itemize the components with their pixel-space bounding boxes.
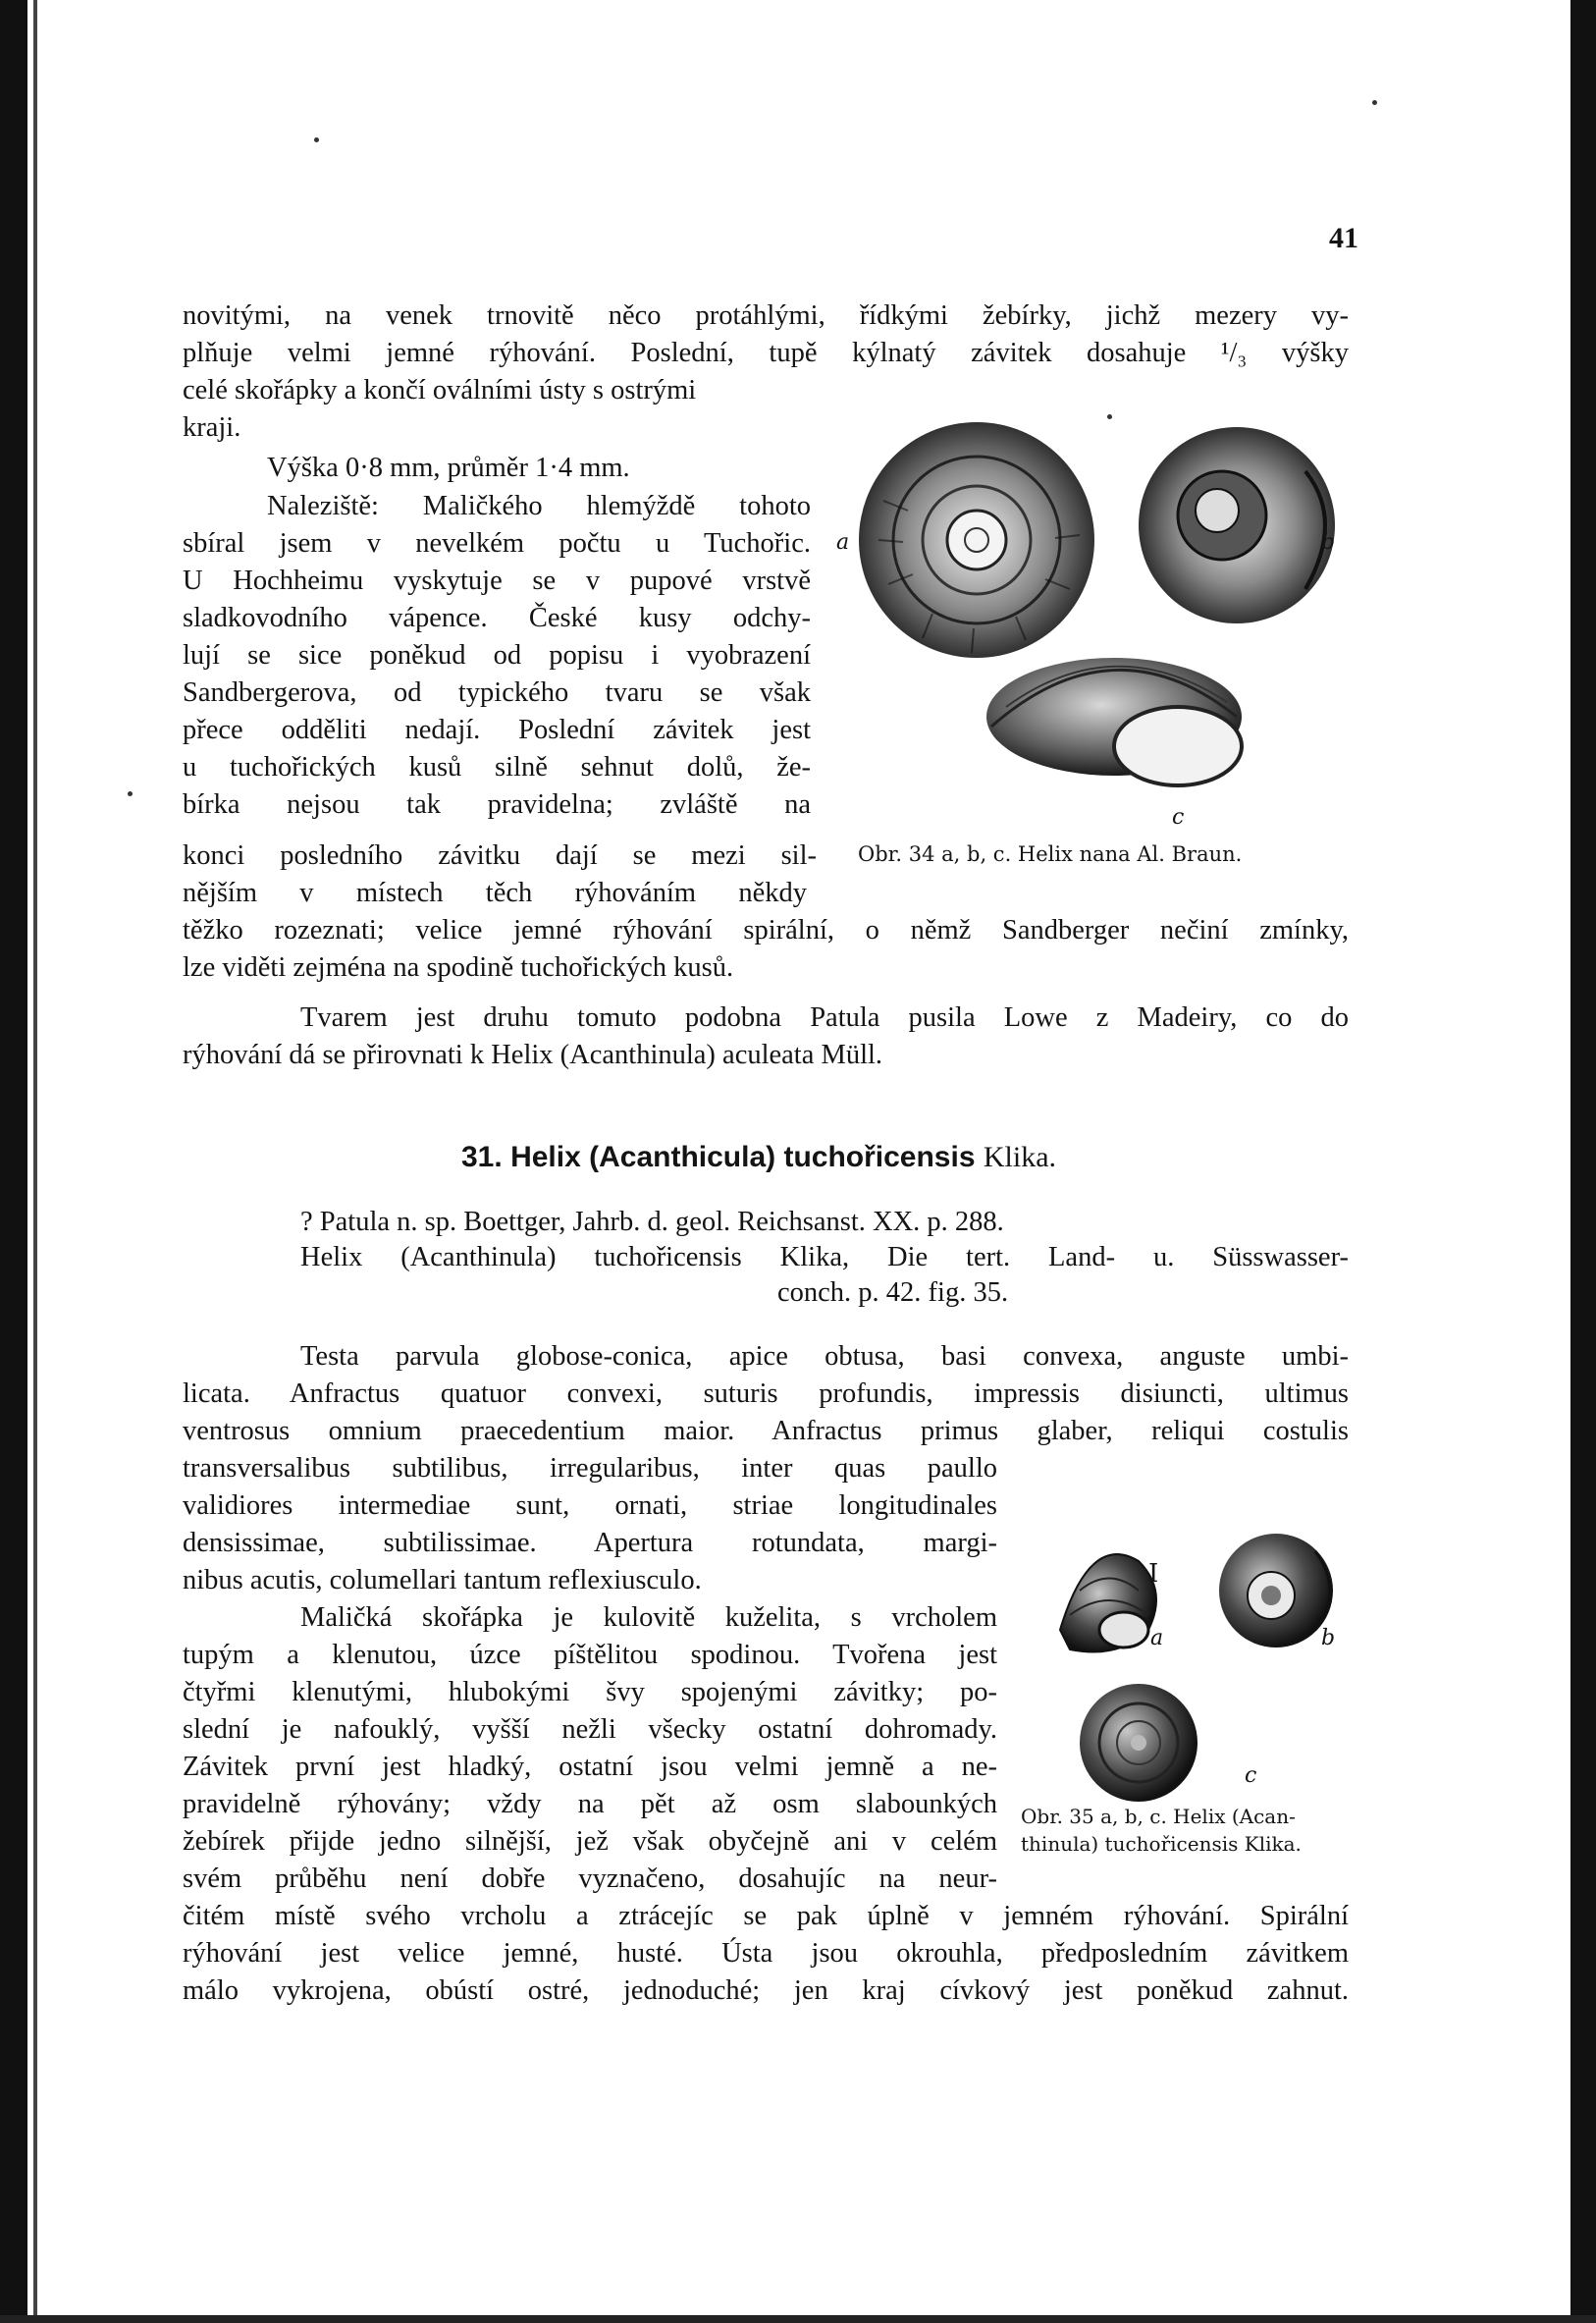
fig35-caption-line2: thinula) tuchořicensis Klika.: [1021, 1832, 1302, 1856]
text-line: rýhování jest velice jemné, husté. Ústa jsou okrouhla, předposledním závitkem: [183, 1938, 1349, 1969]
text-line: validiores intermediae sunt, ornati, striae longitudinales: [183, 1490, 997, 1521]
dust-speck: [1372, 100, 1377, 105]
text-line: Tvarem jest druhu tomuto podobna Patula pusila Lowe z Madeiry, co do: [300, 1002, 1349, 1033]
section-title: Helix (Acanthicula) tuchořicensis: [510, 1141, 976, 1173]
dust-speck: [314, 137, 319, 142]
synonym-line: conch. p. 42. fig. 35.: [777, 1277, 1009, 1308]
text-line: svém průběhu není dobře vyznačeno, dosahujíc na neur-: [183, 1864, 997, 1894]
text-line: Naleziště: Maličkého hlemýždě tohoto: [267, 491, 811, 521]
text-line: pravidelně rýhovány; vždy na pět až osm slabounkých: [183, 1789, 997, 1819]
text-line: žebírek přijde jedno silnější, jež však obyčejně ani v celém: [183, 1826, 997, 1857]
fig35-illustration: [1031, 1522, 1345, 1816]
fig35-roman-numeral: I: [1148, 1559, 1159, 1589]
text-line: u tuchořických kusů silně sehnut dolů, že-: [183, 752, 811, 783]
shell-view-c: [1080, 1684, 1197, 1802]
text-line: transversalibus subtilibus, irregularibus, inter quas paullo: [183, 1453, 997, 1484]
text-line: přece odděliti nedají. Poslední závitek jest: [183, 715, 811, 745]
fig35-caption-line1: Obr. 35 a, b, c. Helix (Acan-: [1021, 1805, 1296, 1828]
fig34-label-a: a: [836, 530, 850, 555]
text-line: licata. Anfractus quatuor convexi, suturis profundis, impressis disiuncti, ultimus: [183, 1378, 1349, 1409]
text-line: densissimae, subtilissimae. Apertura rotundata, margi-: [183, 1528, 997, 1558]
text-line: tupým a klenutou, úzce píštělitou spodinou. Tvořena jest: [183, 1640, 997, 1670]
text-line: lují se sice poněkud od popisu i vyobrazení: [183, 640, 811, 671]
text-line: čitém místě svého vrcholu a ztrácejíc se pak úplně v jemném rýhování. Spirální: [183, 1901, 1349, 1931]
scan-edge-inner: [33, 0, 37, 2323]
dust-speck: [128, 791, 133, 796]
text-line: málo vykrojena, obústí ostré, jednoduché; jen kraj cívkový jest poněkud zahnut.: [183, 1975, 1349, 2006]
section-author: Klika.: [983, 1141, 1057, 1173]
text-line: novitými, na venek trnovitě něco protáhlými, řídkými žebírky, jichž mezery vy-: [183, 300, 1349, 331]
text-line: bírka nejsou tak pravidelna; zvláště na: [183, 789, 811, 820]
scan-edge-left: [0, 0, 27, 2323]
scan-edge-bottom: [0, 2315, 1596, 2323]
text-line: slední je nafouklý, vyšší nežli všecky ostatní dohromady.: [183, 1714, 997, 1745]
text-line: ventrosus omnium praecedentium maior. Anfractus primus glaber, reliqui costulis: [183, 1416, 1349, 1446]
text-line: Maličká skořápka je kulovitě kuželita, s vrcholem: [300, 1602, 997, 1633]
dimensions-line: Výška 0·8 mm, průměr 1·4 mm.: [267, 453, 630, 483]
text-line: sladkovodního vápence. České kusy odchy-: [183, 603, 811, 633]
shell-view-b: [1139, 427, 1335, 623]
shell-view-b: [1219, 1534, 1336, 1650]
shell-view-a: [1060, 1554, 1159, 1651]
text-line: rýhování dá se přirovnati k Helix (Acanthinula) aculeata Müll.: [183, 1040, 883, 1070]
text-line: čtyřmi klenutými, hlubokými švy spojenými závitky; po-: [183, 1677, 997, 1707]
fig34-illustration: [844, 412, 1355, 844]
fig35-label-c: c: [1245, 1763, 1257, 1788]
text-line: U Hochheimu vyskytuje se v pupové vrstvě: [183, 566, 811, 596]
text-line: kraji.: [183, 412, 241, 443]
text-line: nějším v místech těch rýhováním někdy: [183, 878, 807, 908]
fig35-label-b: b: [1321, 1626, 1336, 1650]
text-line: Závitek první jest hladký, ostatní jsou velmi jemně a ne-: [183, 1752, 997, 1782]
text-line: celé skořápky a končí oválními ústy s ostrými: [183, 375, 697, 405]
section-number: 31.: [461, 1141, 503, 1173]
text-line: plňuje velmi jemné rýhování. Poslední, tupě kýlnatý závitek dosahuje ¹/₃ výšky: [183, 338, 1349, 368]
shell-view-a: [859, 422, 1094, 658]
fig35-label-a: a: [1150, 1626, 1164, 1650]
text-line: lze viděti zejména na spodině tuchořických kusů.: [183, 952, 734, 983]
fig34-caption: Obr. 34 a, b, c. Helix nana Al. Braun.: [858, 842, 1243, 866]
text-line: Testa parvula globose-conica, apice obtusa, basi convexa, anguste umbi-: [300, 1341, 1349, 1372]
fig34-label-c: c: [1172, 805, 1185, 830]
page-number: 41: [1329, 222, 1358, 254]
text-line: sbíral jsem v nevelkém počtu u Tuchořic.: [183, 528, 811, 559]
scan-edge-right: [1570, 0, 1596, 2323]
section-heading: [461, 1141, 1056, 1174]
text-line: Sandbergerova, od typického tvaru se však: [183, 677, 811, 708]
synonym-line: Helix (Acanthinula) tuchořicensis Klika, Die tert. Land- u. Süsswasser-: [300, 1242, 1349, 1272]
text-line: konci posledního závitku dají se mezi sil-: [183, 840, 817, 871]
shell-view-c: [986, 658, 1242, 785]
synonym-line: ? Patula n. sp. Boettger, Jahrb. d. geol. Reichsanst. XX. p. 288.: [300, 1207, 1004, 1237]
fig34-label-b: b: [1321, 530, 1336, 555]
text-line: těžko rozeznati; velice jemné rýhování spirální, o němž Sandberger nečiní zmínky,: [183, 915, 1349, 945]
text-line: nibus acutis, columellari tantum reflexiusculo.: [183, 1565, 702, 1595]
